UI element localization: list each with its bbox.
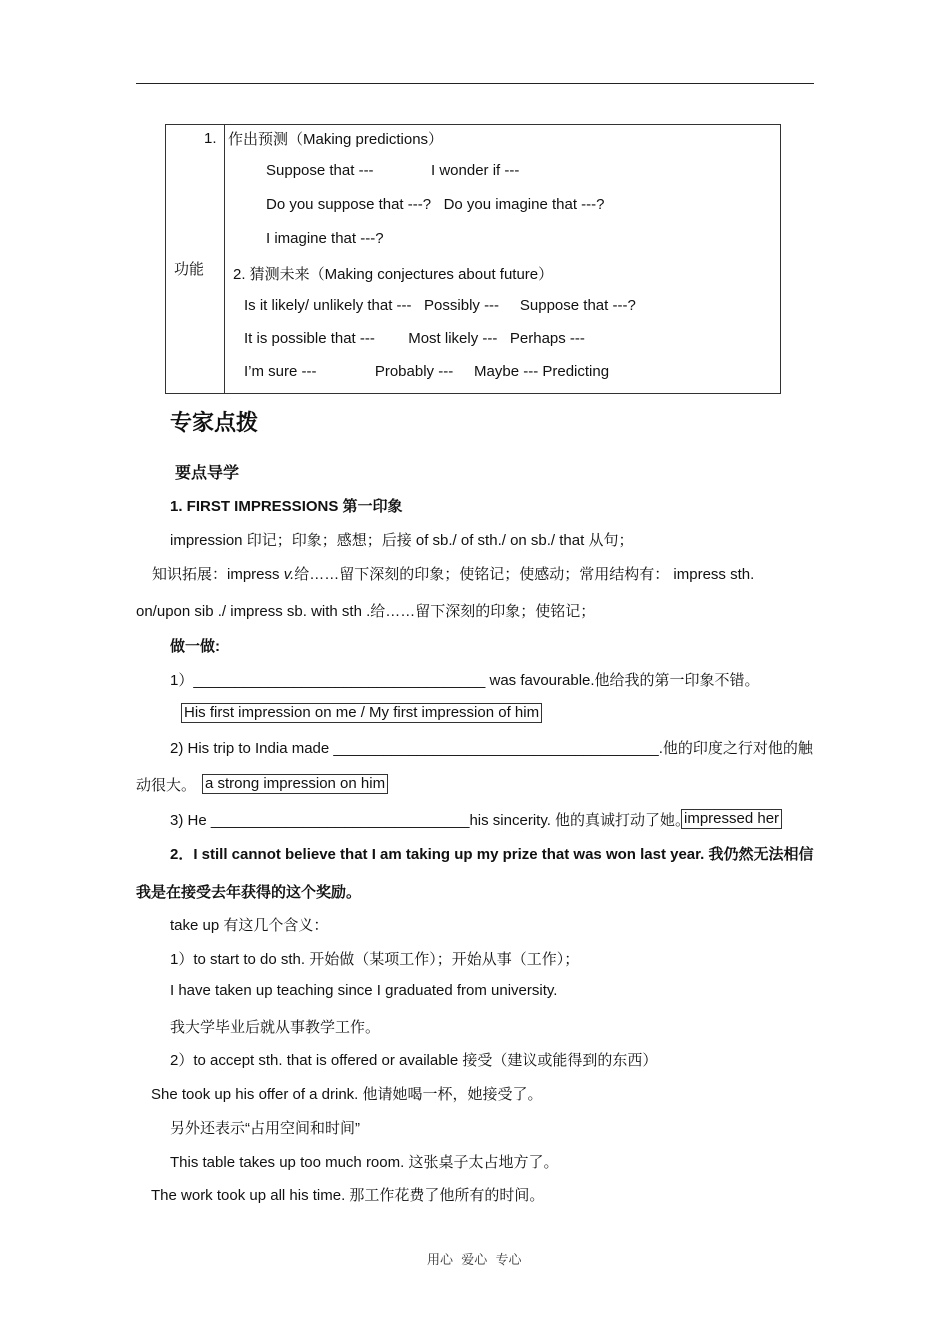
phrase-line: Is it likely/ unlikely that --- Possibly --- Suppose that ---? [244,297,636,314]
section2-title: 2. 猜测未来（Making conjectures about future） [233,266,554,283]
section1-number: 1. [204,130,217,147]
point1-definition: impression 印记；印象；感想；后接 of sb./ of sth./ on sb./ that 从句； [170,532,634,549]
phrase-line: I’m sure --- Probably --- Maybe --- Predicting [244,363,610,380]
expert-heading: 专家点拨 [170,410,259,435]
functions-table [165,124,781,394]
meaning-2: 2）to accept sth. that is offered or available 接受（建议或能得到的东西） [170,1052,658,1069]
phrase-line: Suppose that --- [266,162,374,179]
table-column-divider [224,125,225,393]
example-1-zh: 我大学毕业后就从事教学工作。 [170,1019,381,1036]
example-3a: This table takes up too much room. 这张桌子太占地方了。 [170,1154,559,1171]
functions-label: 功能 [174,261,205,278]
section1-title: 作出预测（Making predictions） [228,131,444,148]
exercise-question-1: 1）___________________________________ was favourable.他给我的第一印象不错。 [170,672,760,689]
example-3b: The work took up all his time. 那工作花费了他所有的时间。 [151,1187,545,1204]
point2-intro: take up 有这几个含义： [170,917,329,934]
answer-box-2: a strong impression on him [202,774,388,794]
example-2: She took up his offer of a drink. 他请她喝一杯，她接受了。 [151,1086,543,1103]
phrase-line: I imagine that ---? [266,230,384,247]
exercise-question-3: 3) He _______________________________his sincerity. 他的真诚打动了她。 [170,812,691,829]
answer-box-1: His first impression on me / My first impression of him [181,703,542,723]
point2-title: 2．I still cannot believe that I am taking up my prize that was won last year. 我仍然无法相信 [170,846,814,863]
exercise-question-2: 2) His trip to India made _______________________________________.他的印度之行对他的触 [170,740,813,757]
meaning-3: 另外还表示“占用空间和时间” [170,1120,360,1137]
point2-title-cont: 我是在接受去年获得的这个奖励。 [136,884,362,901]
page-footer: 用心 爱心 专心 [427,1253,522,1268]
exercise-question-2-cont: 动很大。 [136,777,197,794]
exercise-heading: 做一做: [170,638,220,655]
phrase-line: I wonder if --- [431,162,520,179]
meaning-1: 1）to start to do sth. 开始做（某项工作）；开始从事（工作）； [170,951,580,968]
point1-title: 1. FIRST IMPRESSIONS 第一印象 [170,498,403,515]
answer-box-3: impressed her [681,809,782,829]
subheading: 要点导学 [175,465,240,482]
phrase-line: It is possible that --- Most likely --- Perhaps --- [244,330,585,347]
example-1-en: I have taken up teaching since I graduated from university. [170,982,558,999]
point1-extension: 知识拓展：impress v.给……留下深刻的印象；使铭记；使感动；常用结构有： impress sth. [152,566,755,583]
phrase-line: Do you suppose that ---? Do you imagine that ---? [266,196,605,213]
point1-extension-line2: on/upon sib ./ impress sb. with sth .给……留下深刻的印象；使铭记； [136,603,596,620]
header-rule [136,83,814,84]
